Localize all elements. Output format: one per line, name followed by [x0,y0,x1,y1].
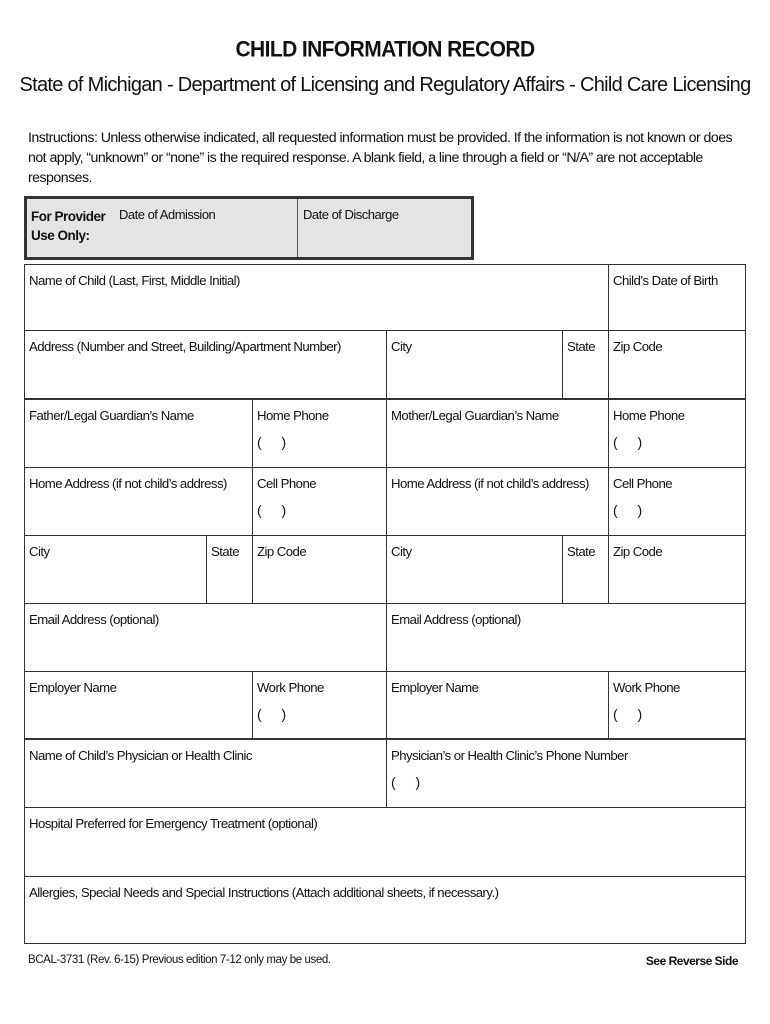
child-state-field[interactable] [562,330,608,399]
form-grid [24,264,746,944]
father-work-phone-label: Work Phone [257,680,324,695]
provider-label-line2: Use Only: [31,228,90,243]
allergies-special-needs-field[interactable] [24,876,746,944]
mother-city-field[interactable] [386,535,562,603]
child-dob-label: Child’s Date of Birth [613,273,718,288]
mother-email-label: Email Address (optional) [391,612,521,627]
father-home-address-label: Home Address (if not child’s address) [29,476,227,491]
child-name-label: Name of Child (Last, First, Middle Initial) [29,273,240,288]
mother-cell-phone-parens: ( ) [613,502,651,518]
allergies-special-needs-label: Allergies, Special Needs and Special Instructions (Attach additional sheets, if necessary.) [29,885,499,900]
mother-home-phone-parens: ( ) [613,434,651,450]
father-work-phone-parens: ( ) [257,706,295,722]
child-zip-field[interactable] [608,330,746,399]
physician-phone-parens: ( ) [391,774,429,790]
mother-zip-label: Zip Code [613,544,663,559]
mother-name-field[interactable] [386,399,608,467]
father-state-label: State [211,544,240,559]
date-of-admission-field[interactable]: Date of Admission [119,207,216,222]
mother-home-phone-field[interactable] [608,399,746,467]
form-border-bottom [24,943,746,944]
mother-email-field[interactable] [386,603,746,671]
mother-employer-field[interactable] [386,671,608,739]
father-city-label: City [29,544,50,559]
mother-home-address-field[interactable] [386,467,608,535]
father-work-phone-field[interactable] [252,671,386,739]
section-divider-parents [24,398,746,400]
form-subtitle: State of Michigan - Department of Licensing and Regulatory Affairs - Child Care Licensing [19,74,751,96]
father-cell-phone-parens: ( ) [257,502,295,518]
mother-name-label: Mother/Legal Guardian’s Name [391,408,559,423]
form-border-right [745,264,746,944]
physician-phone-field[interactable] [386,739,746,807]
mother-home-address-label: Home Address (if not child’s address) [391,476,589,491]
form-title: CHILD INFORMATION RECORD [235,37,535,62]
physician-name-label: Name of Child’s Physician or Health Clinic [29,748,252,763]
mother-work-phone-parens: ( ) [613,706,651,722]
father-employer-field[interactable] [24,671,252,739]
provider-divider [297,199,298,257]
mother-state-label: State [567,544,596,559]
father-email-label: Email Address (optional) [29,612,159,627]
father-home-phone-label: Home Phone [257,408,329,423]
see-reverse-side-note: See Reverse Side [645,954,738,968]
mother-cell-phone-label: Cell Phone [613,476,673,491]
father-name-label: Father/Legal Guardian’s Name [29,408,194,423]
child-city-label: City [391,339,412,354]
father-city-field[interactable] [24,535,206,603]
father-zip-field[interactable] [252,535,386,603]
physician-phone-label: Physician’s or Health Clinic’s Phone Number [391,748,628,763]
father-home-phone-field[interactable] [252,399,386,467]
mother-zip-field[interactable] [608,535,746,603]
provider-label-line1: For Provider [31,209,106,224]
mother-work-phone-label: Work Phone [613,680,680,695]
father-state-field[interactable] [206,535,252,603]
father-employer-label: Employer Name [29,680,117,695]
child-address-field[interactable] [24,330,386,399]
father-cell-phone-field[interactable] [252,467,386,535]
child-zip-label: Zip Code [613,339,663,354]
provider-use-only-box [24,196,474,260]
mother-home-phone-label: Home Phone [613,408,685,423]
mother-state-field[interactable] [562,535,608,603]
hospital-preferred-label: Hospital Preferred for Emergency Treatment (optional) [29,816,318,831]
child-dob-field[interactable] [608,264,746,330]
provider-use-only-label [31,207,105,245]
father-cell-phone-label: Cell Phone [257,476,317,491]
mother-city-label: City [391,544,412,559]
child-state-label: State [567,339,596,354]
form-instructions: Instructions: Unless otherwise indicated, all requested information must be provided. If the information is not known or does not apply, “unknown” or “none” is the required response. A blank field, a line through a field or “N/A” are not acceptable responses. [28,130,733,186]
child-address-label: Address (Number and Street, Building/Apartment Number) [29,339,341,354]
father-email-field[interactable] [24,603,386,671]
father-home-phone-parens: ( ) [257,434,295,450]
child-name-field[interactable] [24,264,608,330]
date-of-discharge-field[interactable]: Date of Discharge [303,207,399,222]
section-divider-health [24,738,746,740]
mother-cell-phone-field[interactable] [608,467,746,535]
child-city-field[interactable] [386,330,562,399]
father-name-field[interactable] [24,399,252,467]
father-home-address-field[interactable] [24,467,252,535]
mother-employer-label: Employer Name [391,680,479,695]
form-id-footer: BCAL-3731 (Rev. 6-15) Previous edition 7-12 only may be used. [28,954,331,966]
mother-work-phone-field[interactable] [608,671,746,739]
physician-name-field[interactable] [24,739,386,807]
hospital-preferred-field[interactable] [24,807,746,876]
father-zip-label: Zip Code [257,544,307,559]
